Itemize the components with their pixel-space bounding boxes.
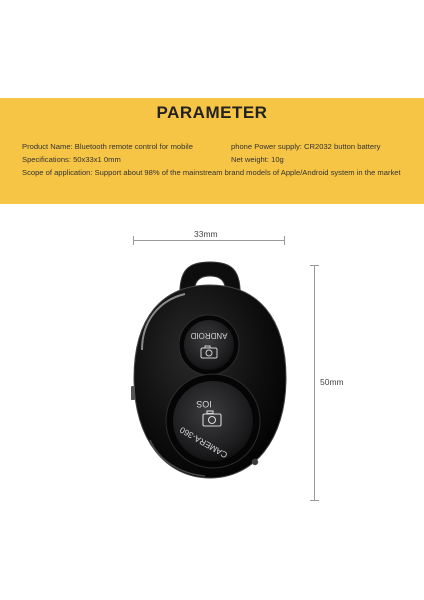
- power-supply-spec: phone Power supply: CR2032 button battery: [231, 142, 381, 151]
- ios-button-label: IOS: [196, 399, 212, 409]
- product-name-spec: Product Name: Bluetooth remote control for mobile: [22, 142, 193, 151]
- camera360-label: CAMERA-360: [177, 424, 230, 461]
- height-dimension-label: 50mm: [320, 377, 344, 387]
- android-button: [184, 320, 234, 370]
- android-button-label: ANDROID: [190, 331, 228, 340]
- power-switch: [131, 386, 135, 400]
- width-dimension-label: 33mm: [194, 229, 218, 239]
- specifications-spec: Specifications: 50x33x1 0mm: [22, 155, 121, 164]
- status-led: [252, 459, 258, 465]
- scope-spec: Scope of application: Support about 98% of the mainstream brand models of Apple/Android system in the market: [22, 168, 401, 177]
- parameter-title: PARAMETER: [156, 103, 268, 122]
- net-weight-spec: Net weight: 10g: [231, 155, 284, 164]
